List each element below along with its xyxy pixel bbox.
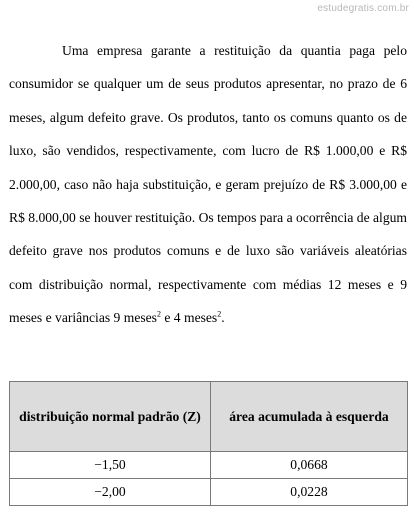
exponent-1: 2 (156, 309, 161, 319)
statement-end: . (221, 310, 225, 326)
problem-statement (9, 34, 407, 335)
z-value-cell: −2,00 (10, 479, 211, 506)
table-row (10, 479, 408, 506)
table-header-row (10, 382, 408, 452)
exponent-2: 2 (217, 309, 222, 319)
area-value-cell: 0,0668 (211, 452, 408, 479)
watermark: estudegratis.com.br (317, 3, 409, 14)
normal-distribution-table (9, 381, 408, 506)
header-cumulative-area: área acumulada à esquerda (211, 382, 408, 452)
table-row (10, 452, 408, 479)
area-value-cell: 0,0228 (211, 479, 408, 506)
statement-text: Uma empresa garante a restituição da quantia paga pelo consumidor se qualquer um de seus produtos apresentar, no prazo de 6 meses, algum defeito grave. Os produtos, tanto os comuns quanto os de luxo, são vendidos, respectivamente, com lucro de R$ 1.000,00 e R$ 2.000,00, caso não haja substituição, e geram prejuízo de R$ 3.000,00 e R$ 8.000,00 se houver restituição. Os tempos para a ocorrência de algum defeito grave nos produtos comuns e de luxo são variáveis aleatórias com distribuição normal, respectivamente com médias 12 meses e 9 meses e variâncias 9 meses (9, 43, 407, 326)
header-z-value: distribuição normal padrão (Z) (10, 382, 211, 452)
z-value-cell: −1,50 (10, 452, 211, 479)
statement-text-2: e 4 meses (160, 310, 218, 326)
